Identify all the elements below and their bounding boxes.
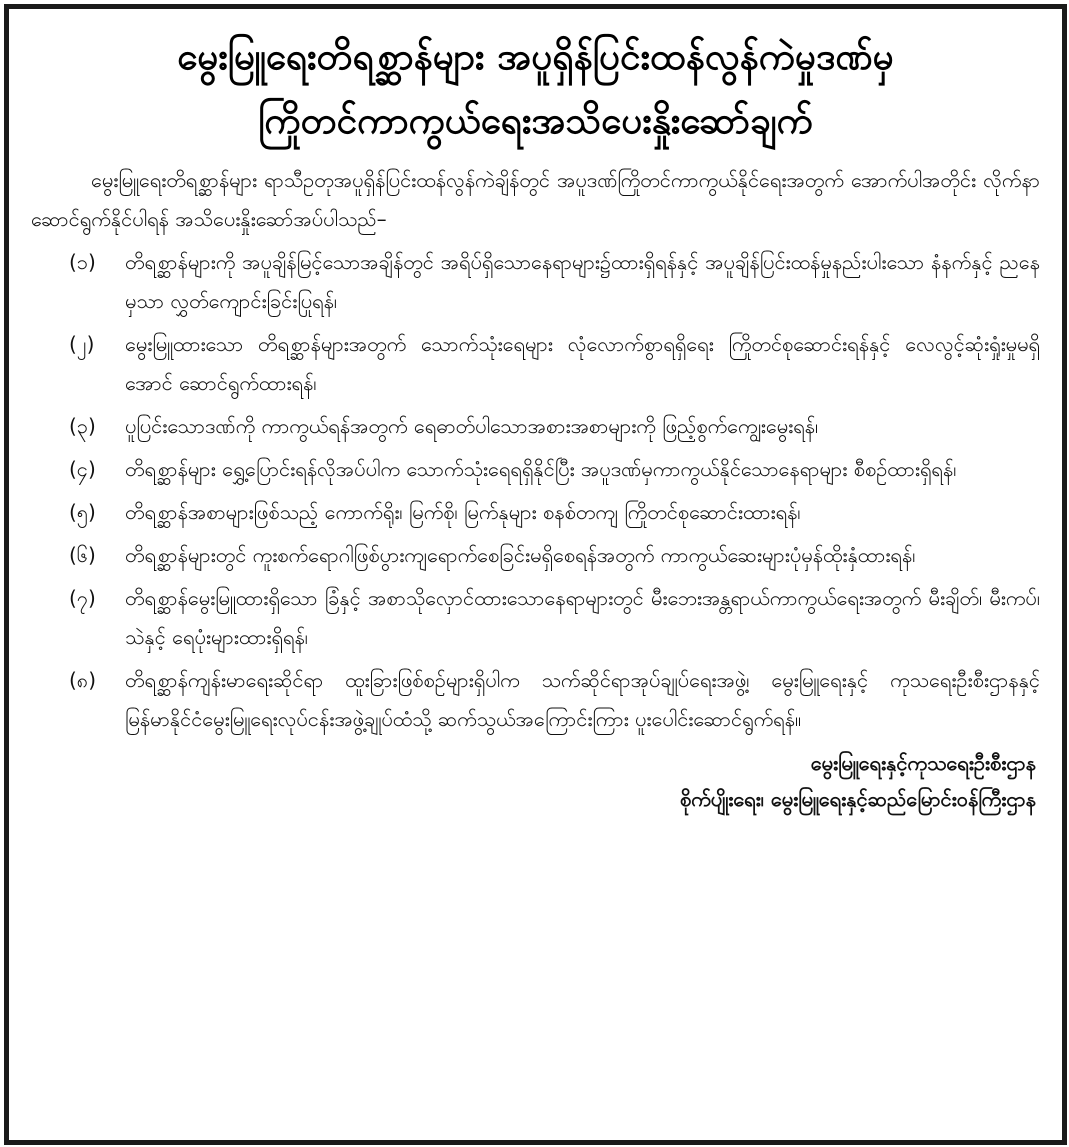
item-text: တိရစ္ဆာန်အစာများဖြစ်သည့် ကောက်ရိုး၊ မြက်စို၊ မြက်နုများ စနစ်တကျ ကြိုတင်စုဆောင်းထားရန်၊ <box>125 500 801 524</box>
notice-title-line-2: ကြိုတင်ကာကွယ်ရေးအသိပေးနှိုးဆော်ချက် <box>258 99 813 142</box>
instruction-list <box>31 243 1040 739</box>
signature-department: မွေးမြူရေးနှင့်ကုသရေးဦးစီးဌာန <box>810 751 1036 775</box>
item-number: (၃) <box>69 414 96 438</box>
item-text: တိရစ္ဆာန်ကျန်းမာရေးဆိုင်ရာ ထူးခြားဖြစ်စဉ်များရှိပါက သက်ဆိုင်ရာအုပ်ချုပ်ရေးအဖွဲ့၊ မွေးမြူရေးနှင့် ကုသရေးဦးစီးဌာနနှင့် မြန်မာနိုင်ငံမွေးမြူရေးလုပ်ငန်းအဖွဲ့ချုပ်ထံသို့ ဆက်သွယ်အကြောင်းကြား ပူးပေါင်းဆောင်ရွက်ရန်။ <box>125 668 1040 731</box>
list-item <box>69 661 1040 739</box>
item-number: (၆) <box>69 543 96 567</box>
item-text: တိရစ္ဆာန်မွေးမြူထားရှိသော ခြံနှင့် အစာသိုလှောင်ထားသောနေရာများတွင် မီးဘေးအန္တရာယ်ကာကွယ်ရေးအတွက် မီးချိတ်၊ မီးကပ်၊ သဲနှင့် ရေပုံးများထားရှိရန်၊ <box>125 586 1040 649</box>
item-text: တိရစ္ဆာန်များတွင် ကူးစက်ရောဂါဖြစ်ပွားကျရောက်စေခြင်းမရှိစေရန်အတွက် ကာကွယ်ဆေးများပုံမှန်ထိုးနှံထားရန်၊ <box>125 543 916 567</box>
signature-ministry: စိုက်ပျိုးရေး၊ မွေးမြူရေးနှင့်ဆည်မြောင်းဝန်ကြီးဌာန <box>679 787 1036 811</box>
list-item <box>69 536 1040 575</box>
item-text: ပူပြင်းသောဒဏ်ကို ကာကွယ်ရန်အတွက် ရေဓာတ်ပါသောအစားအစာများကို ဖြည့်စွက်ကျွေးမွေးရန်၊ <box>125 414 819 438</box>
list-item <box>69 407 1040 446</box>
list-item <box>69 325 1040 403</box>
notice-frame <box>4 4 1067 1145</box>
intro-paragraph: မွေးမြူရေးတိရစ္ဆာန်များ ရာသီဥတုအပူရှိန်ပြင်းထန်လွန်ကဲချိန်တွင် အပူဒဏ်ကြိုတင်ကာကွယ်နိုင်ရေးအတွက် အောက်ပါအတိုင်း လိုက်နာဆောင်ရွက်နိုင်ပါရန် အသိပေးနှိုးဆော်အပ်ပါသည်– <box>31 168 1040 231</box>
item-text: တိရစ္ဆာန်များကို အပူချိန်မြင့်သောအချိန်တွင် အရိပ်ရှိသောနေရာများ၌ထားရှိရန်နှင့် အပူချိန်ပြင်းထန်မှုနည်းပါးသော နံနက်နှင့် ညနေမှသာ လွှတ်ကျောင်းခြင်းပြုရန်၊ <box>125 250 1040 313</box>
list-item <box>69 450 1040 489</box>
item-number: (၈) <box>69 668 97 692</box>
item-number: (၅) <box>69 500 96 524</box>
list-item <box>69 243 1040 321</box>
list-item <box>69 579 1040 657</box>
item-number: (၂) <box>69 332 95 356</box>
item-number: (၁) <box>69 250 96 274</box>
item-number: (၄) <box>69 457 96 481</box>
item-text: မွေးမြူထားသော တိရစ္ဆာန်များအတွက် သောက်သုံးရေများ လုံလောက်စွာရရှိရေး ကြိုတင်စုဆောင်းရန်နှင့် လေလွင့်ဆုံးရှုံးမှုမရှိအောင် ဆောင်ရွက်ထားရန်၊ <box>125 332 1040 395</box>
notice-title-line-1: မွေးမြူရေးတိရစ္ဆာန်များ အပူရှိန်ပြင်းထန်လွန်ကဲမှုဒဏ်မှ <box>177 35 894 78</box>
item-number: (၇) <box>69 586 96 610</box>
notice-body <box>31 25 1040 1128</box>
signature-block <box>31 745 1040 817</box>
item-text: တိရစ္ဆာန်များ ရွှေ့ပြောင်းရန်လိုအပ်ပါက သောက်သုံးရေရရှိနိုင်ပြီး အပူဒဏ်မှကာကွယ်နိုင်သောနေရာများ စီစဉ်ထားရှိရန်၊ <box>125 457 957 481</box>
list-item <box>69 493 1040 532</box>
